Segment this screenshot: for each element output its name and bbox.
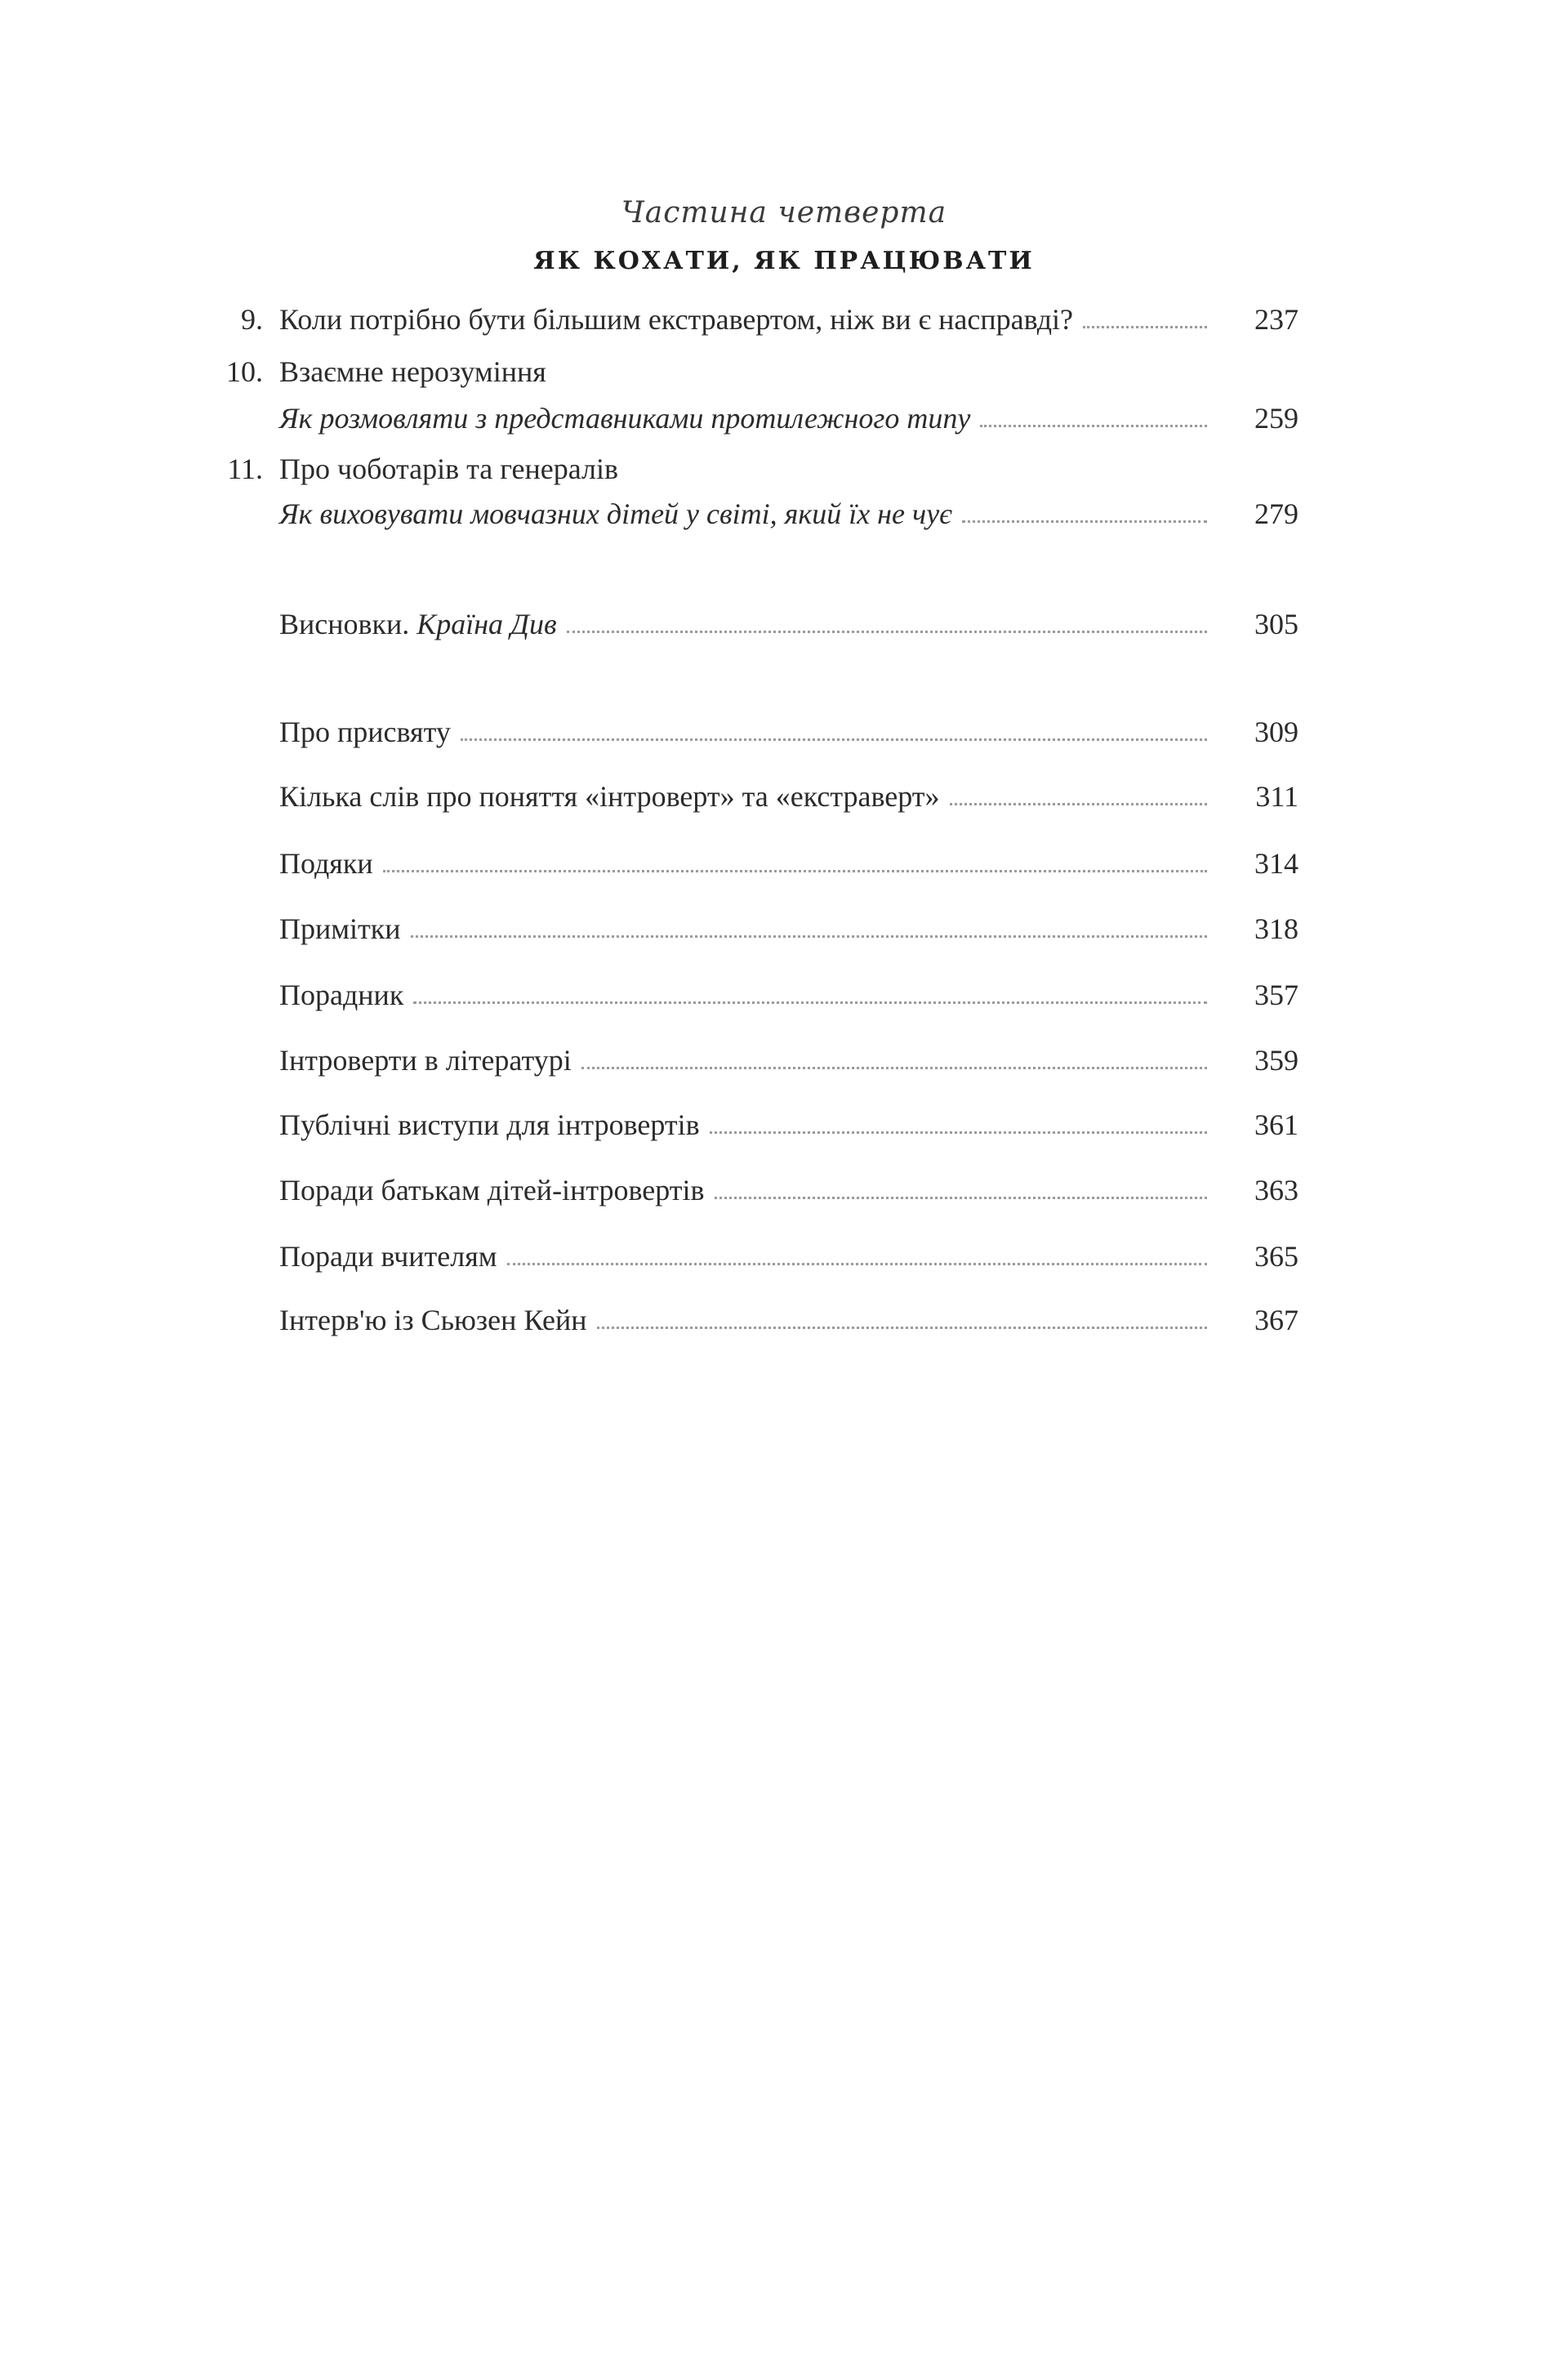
toc-entry-appendix[interactable] bbox=[212, 1236, 1388, 1273]
page-number: 363 bbox=[1254, 1174, 1298, 1206]
entry-title: Публічні виступи для інтровертів bbox=[279, 1108, 700, 1141]
toc-entry-appendix[interactable] bbox=[212, 776, 1388, 814]
entry-title: Подяки bbox=[279, 847, 373, 880]
toc-entry-appendix[interactable] bbox=[212, 1104, 1388, 1142]
toc-entry-appendix[interactable] bbox=[212, 1040, 1388, 1077]
page-number: 367 bbox=[1254, 1304, 1298, 1336]
chapter-subtitle: Як розмовляти з представниками протилежного типу bbox=[279, 402, 971, 435]
dot-leader bbox=[962, 520, 1207, 523]
chapter-subtitle: Як виховувати мовчазних дітей у світі, який їх не чує bbox=[279, 497, 952, 530]
toc-entry-chapter-9[interactable] bbox=[212, 299, 1388, 337]
page-number: 318 bbox=[1254, 912, 1298, 945]
dot-leader bbox=[1083, 326, 1207, 328]
entry-title: Поради вчителям bbox=[279, 1240, 497, 1273]
toc-entry-appendix[interactable] bbox=[212, 1170, 1388, 1207]
page-number: 314 bbox=[1254, 847, 1298, 880]
page-number: 305 bbox=[1254, 608, 1298, 640]
dot-leader bbox=[383, 870, 1207, 872]
chapter-number: 10. bbox=[226, 355, 263, 388]
page-number: 359 bbox=[1254, 1044, 1298, 1077]
dot-leader bbox=[980, 425, 1207, 427]
chapter-title: Коли потрібно бути більшим екстравертом, ніж ви є насправді? bbox=[279, 303, 1073, 336]
part-label: Частина четверта bbox=[621, 196, 947, 230]
entry-title: Кілька слів про поняття «інтроверт» та «екстраверт» bbox=[279, 780, 940, 813]
toc-entry-chapter-10[interactable] bbox=[212, 351, 1388, 389]
entry-title: Про присвяту bbox=[279, 716, 451, 748]
conclusion-title: Висновки. bbox=[279, 608, 410, 640]
page-number: 259 bbox=[1254, 402, 1298, 435]
dot-leader bbox=[597, 1327, 1207, 1329]
toc-entry-chapter-10-subtitle[interactable] bbox=[212, 398, 1388, 435]
page-number: 357 bbox=[1254, 979, 1298, 1011]
entry-title: Інтерв'ю із Сьюзен Кейн bbox=[279, 1304, 587, 1336]
page-number: 311 bbox=[1255, 780, 1298, 813]
page-number: 279 bbox=[1254, 497, 1298, 530]
toc-entry-appendix[interactable] bbox=[212, 908, 1388, 946]
dot-leader bbox=[411, 935, 1207, 938]
dot-leader bbox=[950, 803, 1207, 805]
entry-title: Інтроверти в літературі bbox=[279, 1044, 572, 1077]
dot-leader bbox=[715, 1197, 1207, 1199]
chapter-title: Взаємне нерозуміння bbox=[279, 355, 546, 388]
page-number: 365 bbox=[1254, 1240, 1298, 1273]
dot-leader bbox=[581, 1067, 1207, 1069]
entry-title: Порадник bbox=[279, 979, 404, 1011]
conclusion-subtitle: Країна Див bbox=[416, 608, 557, 640]
dot-leader bbox=[461, 738, 1207, 741]
toc-entry-appendix[interactable] bbox=[212, 843, 1388, 881]
page-number: 361 bbox=[1254, 1108, 1298, 1141]
toc-entry-chapter-11[interactable] bbox=[212, 448, 1388, 486]
dot-leader bbox=[567, 631, 1207, 633]
entry-title: Примітки bbox=[279, 912, 401, 945]
page-number: 237 bbox=[1254, 303, 1298, 336]
part-title: ЯК КОХАТИ, ЯК ПРАЦЮВАТИ bbox=[533, 247, 1035, 275]
toc-entry-conclusion[interactable] bbox=[212, 604, 1388, 641]
toc-entry-appendix[interactable] bbox=[212, 975, 1388, 1012]
toc-entry-chapter-11-subtitle[interactable] bbox=[212, 493, 1388, 531]
dot-leader bbox=[507, 1263, 1207, 1265]
dot-leader bbox=[710, 1131, 1207, 1134]
toc-entry-appendix[interactable] bbox=[212, 711, 1388, 749]
chapter-number: 9. bbox=[241, 303, 263, 336]
chapter-title: Про чоботарів та генералів bbox=[279, 453, 619, 485]
dot-leader bbox=[413, 1001, 1207, 1004]
entry-title: Поради батькам дітей-інтровертів bbox=[279, 1174, 705, 1206]
page-number: 309 bbox=[1254, 716, 1298, 748]
toc-entry-appendix[interactable] bbox=[212, 1300, 1388, 1337]
chapter-number: 11. bbox=[227, 453, 263, 485]
